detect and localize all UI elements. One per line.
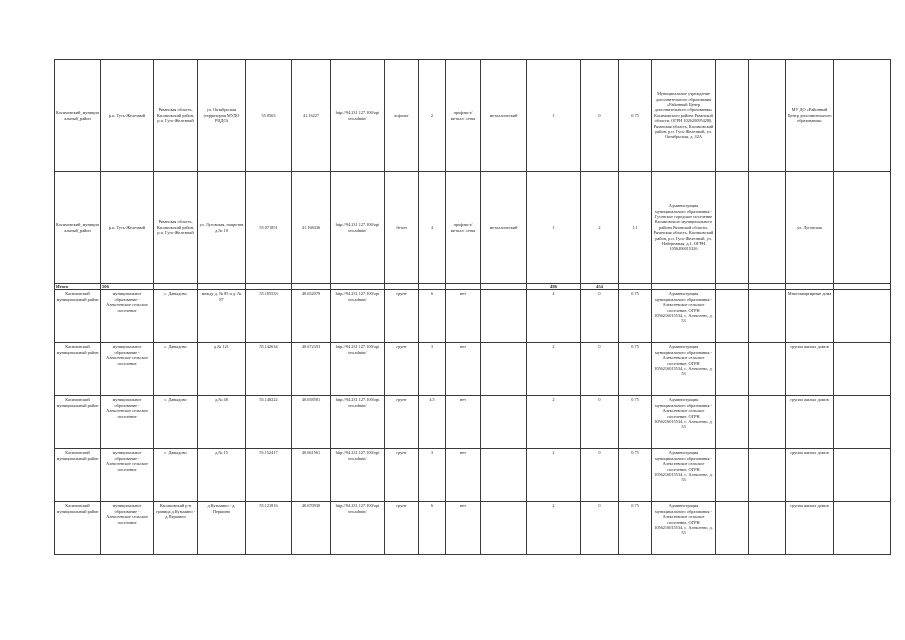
table-cell: группа жилых домов bbox=[786, 396, 834, 449]
table-cell: 0.75 bbox=[619, 60, 652, 172]
table-cell: муниципальное образование - Алексеевское сельское поселение bbox=[101, 343, 154, 396]
table-cell bbox=[834, 396, 891, 449]
table-cell: Касимовский муниципальный район bbox=[55, 449, 101, 502]
table-cell: р.п. Гусь-Железный bbox=[101, 172, 154, 284]
table-cell bbox=[834, 343, 891, 396]
table-cell: 0.75 bbox=[619, 449, 652, 502]
table-cell: 40.652079 bbox=[292, 290, 331, 343]
table-cell: 6 bbox=[419, 502, 446, 555]
table-cell: 6 bbox=[419, 290, 446, 343]
table-cell: группа жилых домов bbox=[786, 502, 834, 555]
table-cell bbox=[834, 290, 891, 343]
table-cell: д.№ 48 bbox=[198, 396, 246, 449]
table-cell: Рязанская область, Касимовский район, р.п. Гусь-Железный bbox=[154, 60, 198, 172]
table-cell: 506 bbox=[101, 284, 154, 290]
table-cell: 40.658581 bbox=[292, 396, 331, 449]
table-cell: 1 bbox=[527, 172, 581, 284]
table-row bbox=[55, 396, 891, 449]
table-cell: 4 bbox=[527, 290, 581, 343]
table-cell: 55.185533 bbox=[246, 290, 292, 343]
table-cell: 0 bbox=[581, 502, 619, 555]
table-cell: 0 bbox=[581, 343, 619, 396]
table-cell: МУ ДО «Районный Центр дополнительного образования» bbox=[786, 60, 834, 172]
table-cell: Многоквартирные дома bbox=[786, 290, 834, 343]
table-cell: 2 bbox=[527, 396, 581, 449]
table-cell: Итого bbox=[55, 284, 101, 290]
table-cell: нет bbox=[446, 343, 481, 396]
table-cell bbox=[716, 172, 749, 284]
table-cell: Касимовский муниципальный район bbox=[55, 343, 101, 396]
table-cell: 1.1 bbox=[619, 172, 652, 284]
table-cell bbox=[716, 396, 749, 449]
table-cell bbox=[481, 502, 527, 555]
table-row bbox=[55, 449, 891, 502]
table-cell bbox=[481, 343, 527, 396]
table-cell: муниципальное образование - Алексеевское сельское поселение bbox=[101, 290, 154, 343]
table-cell: металлический bbox=[481, 172, 527, 284]
table-cell: 0.75 bbox=[619, 290, 652, 343]
table-cell: 40.661561 bbox=[292, 449, 331, 502]
table-cell: 486 bbox=[527, 284, 581, 290]
table-cell: нет bbox=[446, 396, 481, 449]
table-cell: 0.75 bbox=[619, 343, 652, 396]
table-cell bbox=[749, 60, 786, 172]
table-cell: грунт bbox=[385, 396, 419, 449]
table-cell: 40.670930 bbox=[292, 502, 331, 555]
table-cell: грунт bbox=[385, 502, 419, 555]
table-cell: нет bbox=[446, 502, 481, 555]
data-table bbox=[54, 59, 891, 555]
table-cell: д.Кузьмино - д. Першино bbox=[198, 502, 246, 555]
table-cell: 55.142634 bbox=[246, 343, 292, 396]
table-cell: 40.672353 bbox=[292, 343, 331, 396]
table-cell: http://94.231.127.100/opi ten.admin/ bbox=[331, 172, 385, 284]
table-row bbox=[55, 290, 891, 343]
table-cell: группа жилых домов bbox=[786, 449, 834, 502]
table-cell: Администрация муниципального образования - Алексеевское сельское поселение, ОГРН 1056216015534, с. Алексеево, д. 53 bbox=[652, 449, 716, 502]
table-body bbox=[55, 60, 891, 555]
table-cell: муниципальное образование - Алексеевское сельское поселение bbox=[101, 449, 154, 502]
table-cell: Касимовский_муниципальный_район bbox=[55, 172, 101, 284]
table-cell: 0 bbox=[581, 396, 619, 449]
table-cell: ул. Луговская bbox=[786, 172, 834, 284]
table-cell: ул. Октябрьская (территория МУДО РЦДО) bbox=[198, 60, 246, 172]
table-cell: муниципальное образование - Алексеевское сельское поселение bbox=[101, 396, 154, 449]
table-cell: http://94.231.127.100/opi ten.admin/ bbox=[331, 290, 385, 343]
table-cell: 0 bbox=[581, 60, 619, 172]
table-cell: http://94.231.127.100/opi ten.admin/ bbox=[331, 502, 385, 555]
table-cell: 2 bbox=[527, 449, 581, 502]
table-cell: Администрация муниципального образования - Алексеевское сельское поселение, ОГРН 1056216015534, с. Алексеево, д. 53 bbox=[652, 396, 716, 449]
table-cell: грунт bbox=[385, 343, 419, 396]
table-cell bbox=[834, 60, 891, 172]
table-cell: группа жилых домов bbox=[786, 343, 834, 396]
table-cell: 3 bbox=[419, 449, 446, 502]
table-cell: 2 bbox=[419, 60, 446, 172]
table-row bbox=[55, 60, 891, 172]
table-cell bbox=[481, 290, 527, 343]
table-cell: Касимовский муниципальный район bbox=[55, 290, 101, 343]
table-cell: 0 bbox=[581, 449, 619, 502]
table-cell: д.№ 121 bbox=[198, 343, 246, 396]
table-cell: 0.75 bbox=[619, 502, 652, 555]
table-cell bbox=[716, 343, 749, 396]
table-cell: металлический bbox=[481, 60, 527, 172]
table-cell: с. Давыдово bbox=[154, 290, 198, 343]
table-cell bbox=[749, 343, 786, 396]
table-row bbox=[55, 343, 891, 396]
table-cell: грунт bbox=[385, 449, 419, 502]
table-cell: Касимовский муниципальный район bbox=[55, 502, 101, 555]
table-cell bbox=[749, 396, 786, 449]
table-cell bbox=[749, 502, 786, 555]
table-cell: 55.148222 bbox=[246, 396, 292, 449]
table-cell bbox=[481, 396, 527, 449]
table-cell: р.п. Гусь-Железный bbox=[101, 60, 154, 172]
table-cell bbox=[749, 172, 786, 284]
table-cell: ул. Луговская, напротив д.№ 10 bbox=[198, 172, 246, 284]
table-cell: 0.75 bbox=[619, 396, 652, 449]
table-cell: муниципальное образование - Алексеевское сельское поселение bbox=[101, 502, 154, 555]
table-cell: Касимовский муниципальный район bbox=[55, 396, 101, 449]
table-cell: http://94.231.127.100/opi ten.admin/ bbox=[331, 60, 385, 172]
table-cell: д.№ 15 bbox=[198, 449, 246, 502]
table-cell: http://94.231.127.100/opi ten.admin/ bbox=[331, 396, 385, 449]
table-cell: бетон bbox=[385, 172, 419, 284]
table-cell: 0 bbox=[581, 290, 619, 343]
table-cell: профлист/металл. сетка bbox=[446, 172, 481, 284]
table-cell bbox=[716, 502, 749, 555]
table-cell: с. Давыдово bbox=[154, 449, 198, 502]
table-cell bbox=[716, 449, 749, 502]
table-cell: 55.152417 bbox=[246, 449, 292, 502]
table-cell: 4 bbox=[419, 172, 446, 284]
table-cell: Рязанская область, Касимовский район, р.п. Гусь-Железный bbox=[154, 172, 198, 284]
table-cell: Администрация муниципального образования - Алексеевское сельское поселение, ОГРН 1056216015534, с. Алексеево, д. 53 bbox=[652, 290, 716, 343]
table-cell bbox=[716, 60, 749, 172]
table-cell: 41.168436 bbox=[292, 172, 331, 284]
table-cell: Муниципальное учреждение дополнительного образования «Районный Центр дополнительного образования» Касимовского района Рязанской области, ОГРН 1026200954280, Рязанская область, Касимовский район, р.п. Гусь-Железный, ул. Октябрьская, д. 42А bbox=[652, 60, 716, 172]
table-row bbox=[55, 172, 891, 284]
table-cell: 1 bbox=[527, 60, 581, 172]
table-cell bbox=[749, 290, 786, 343]
table-cell: Администрация муниципального образования - Алексеевское сельское поселение, ОГРН 1056216015534, с. Алексеево, д. 53 bbox=[652, 343, 716, 396]
table-cell: с. Давыдово bbox=[154, 396, 198, 449]
table-cell: асфальт bbox=[385, 60, 419, 172]
table-cell: нет bbox=[446, 449, 481, 502]
table-cell: профлист/металл. сетка bbox=[446, 60, 481, 172]
table-cell: 2 bbox=[581, 172, 619, 284]
table-cell: с. Давыдово bbox=[154, 343, 198, 396]
table-cell bbox=[834, 502, 891, 555]
table-cell: 2 bbox=[527, 343, 581, 396]
table-cell: нет bbox=[446, 290, 481, 343]
table-cell: 41.16227 bbox=[292, 60, 331, 172]
table-cell: Касимовский р-н граница д.Кузьмино - д.Першино bbox=[154, 502, 198, 555]
table-cell: Администрация муниципального образования - Гусевское городское поселение Касимовского муниципального района Рязанской области, Рязанская область, Касимовский район, р.п. Гусь-Железный, ул. Набережная, д.1, ОГРН 1056206015326 bbox=[652, 172, 716, 284]
table-cell: 454 bbox=[581, 284, 619, 290]
table-cell bbox=[834, 172, 891, 284]
table-cell: между д. № 85 и д. № 87 bbox=[198, 290, 246, 343]
table-cell: 4.5 bbox=[419, 396, 446, 449]
table-cell: грунт bbox=[385, 290, 419, 343]
table-cell: http://94.231.127.100/opi ten.admin/ bbox=[331, 449, 385, 502]
table-row bbox=[55, 502, 891, 555]
table-cell bbox=[481, 449, 527, 502]
table-cell: http://94.231.127.100/opi ten.admin/ bbox=[331, 343, 385, 396]
table-cell bbox=[716, 290, 749, 343]
table-cell bbox=[749, 449, 786, 502]
table-cell: 55.0563 bbox=[246, 60, 292, 172]
table-cell: 3 bbox=[419, 343, 446, 396]
table-cell: 55.121816 bbox=[246, 502, 292, 555]
table-cell: 55.071851 bbox=[246, 172, 292, 284]
table-cell: Администрация муниципального образования - Алексеевское сельское поселение, ОГРН 1056216015534, с. Алексеево, д. 53 bbox=[652, 502, 716, 555]
table-cell: 2 bbox=[527, 502, 581, 555]
table-cell bbox=[834, 449, 891, 502]
table-cell: Касимовский_муниципальный_район bbox=[55, 60, 101, 172]
